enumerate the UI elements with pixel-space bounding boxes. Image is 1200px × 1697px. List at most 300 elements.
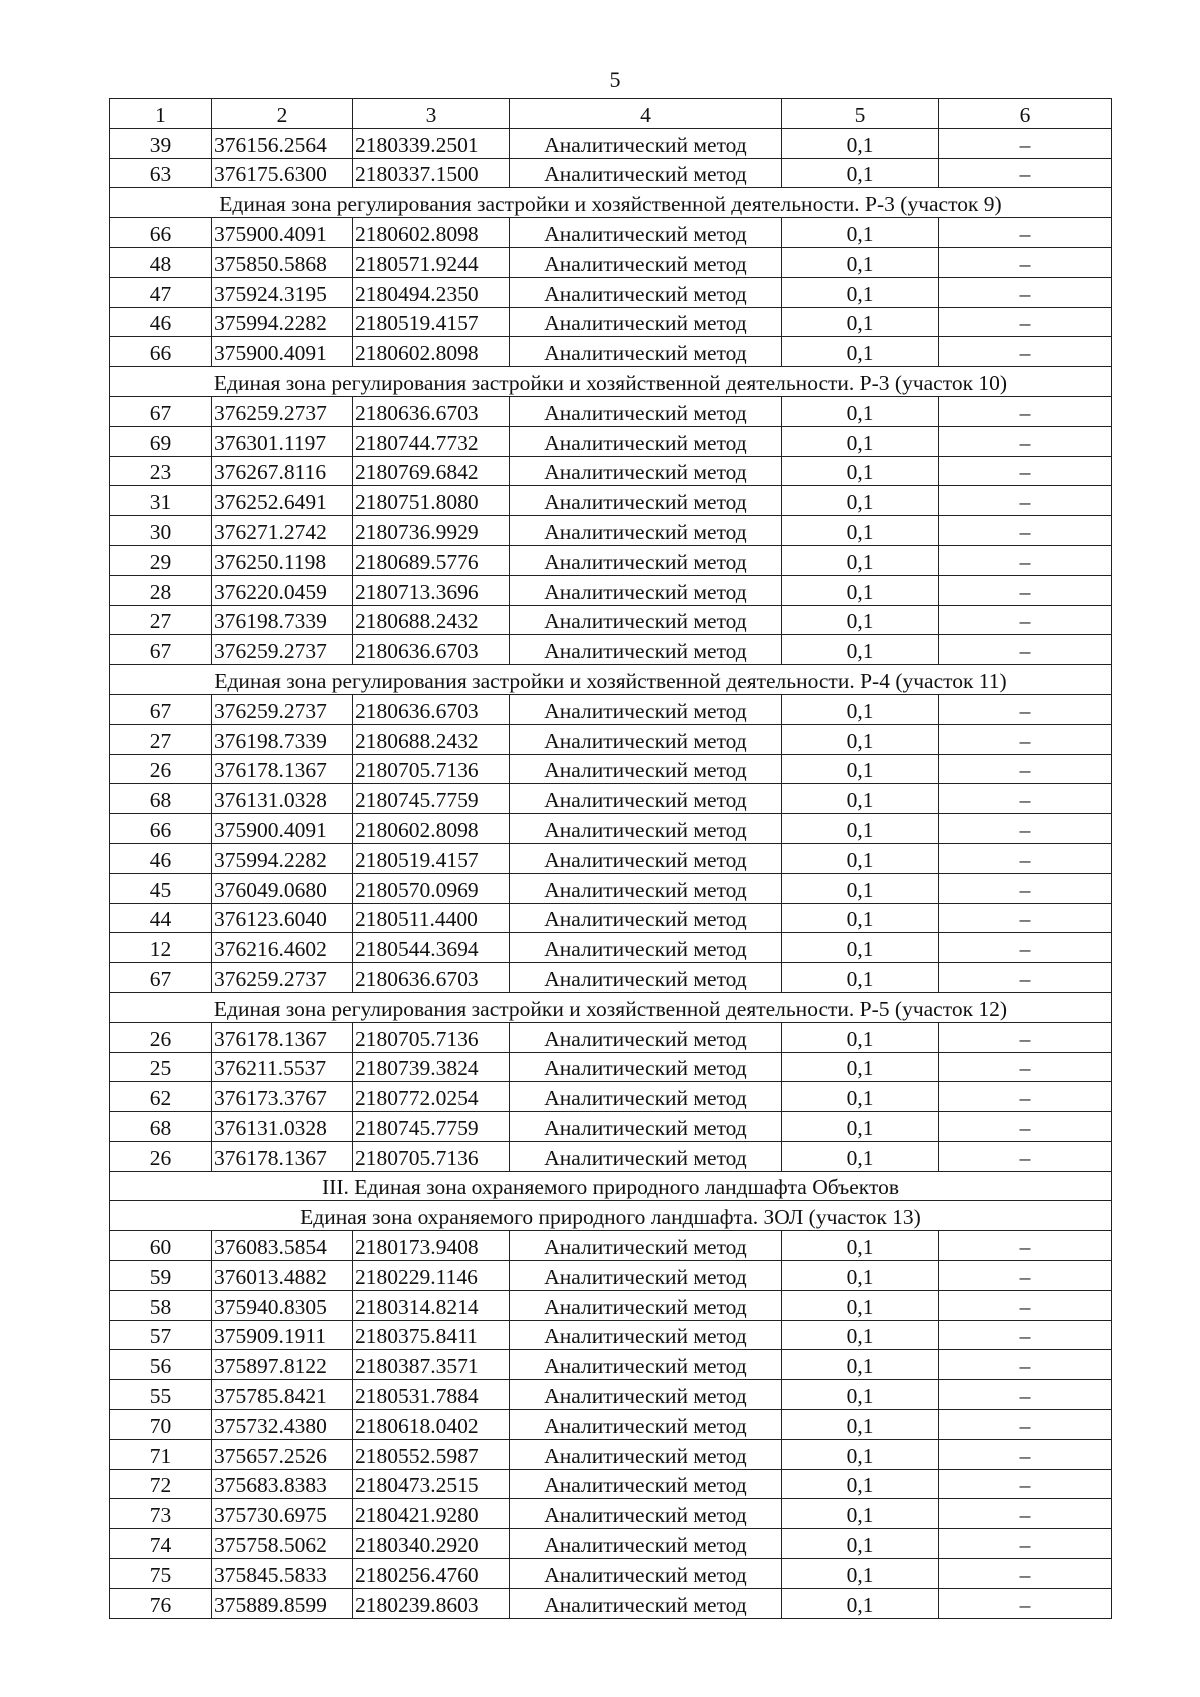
note-cell: – <box>939 277 1112 307</box>
x-coordinate-cell: 375940.8305 <box>212 1290 353 1320</box>
x-coordinate-cell: 375850.5868 <box>212 247 353 277</box>
y-coordinate-cell: 2180256.4760 <box>353 1559 510 1589</box>
accuracy-cell: 0,1 <box>782 754 939 784</box>
x-coordinate-cell: 376175.6300 <box>212 158 353 188</box>
note-cell: – <box>939 1320 1112 1350</box>
accuracy-cell: 0,1 <box>782 396 939 426</box>
y-coordinate-cell: 2180636.6703 <box>353 963 510 993</box>
x-coordinate-cell: 376178.1367 <box>212 1141 353 1171</box>
method-cell: Аналитический метод <box>510 516 782 546</box>
method-cell: Аналитический метод <box>510 1290 782 1320</box>
note-cell: – <box>939 1439 1112 1469</box>
accuracy-cell: 0,1 <box>782 1529 939 1559</box>
note-cell: – <box>939 247 1112 277</box>
note-cell: – <box>939 903 1112 933</box>
point-number-cell: 12 <box>110 933 212 963</box>
table-row <box>110 903 1112 933</box>
table-row <box>110 158 1112 188</box>
y-coordinate-cell: 2180173.9408 <box>353 1231 510 1261</box>
column-header: 4 <box>510 99 782 129</box>
table-row <box>110 1588 1112 1618</box>
accuracy-cell: 0,1 <box>782 128 939 158</box>
method-cell: Аналитический метод <box>510 784 782 814</box>
x-coordinate-cell: 376049.0680 <box>212 873 353 903</box>
point-number-cell: 46 <box>110 307 212 337</box>
note-cell: – <box>939 873 1112 903</box>
method-cell: Аналитический метод <box>510 903 782 933</box>
method-cell: Аналитический метод <box>510 873 782 903</box>
note-cell: – <box>939 545 1112 575</box>
section-header-row <box>110 188 1112 218</box>
table-row <box>110 128 1112 158</box>
method-cell: Аналитический метод <box>510 1529 782 1559</box>
point-number-cell: 44 <box>110 903 212 933</box>
x-coordinate-cell: 376301.1197 <box>212 426 353 456</box>
column-header: 5 <box>782 99 939 129</box>
section-title: III. Единая зона охраняемого природного ландшафта Объектов <box>110 1171 1112 1201</box>
y-coordinate-cell: 2180636.6703 <box>353 635 510 665</box>
accuracy-cell: 0,1 <box>782 1231 939 1261</box>
note-cell: – <box>939 1350 1112 1380</box>
y-coordinate-cell: 2180739.3824 <box>353 1052 510 1082</box>
point-number-cell: 68 <box>110 1112 212 1142</box>
table-row <box>110 933 1112 963</box>
x-coordinate-cell: 375732.4380 <box>212 1410 353 1440</box>
point-number-cell: 45 <box>110 873 212 903</box>
section-header-row <box>110 1201 1112 1231</box>
x-coordinate-cell: 376250.1198 <box>212 545 353 575</box>
method-cell: Аналитический метод <box>510 694 782 724</box>
y-coordinate-cell: 2180544.3694 <box>353 933 510 963</box>
point-number-cell: 72 <box>110 1469 212 1499</box>
note-cell: – <box>939 1052 1112 1082</box>
table-row <box>110 1231 1112 1261</box>
accuracy-cell: 0,1 <box>782 635 939 665</box>
table-row <box>110 1410 1112 1440</box>
accuracy-cell: 0,1 <box>782 1320 939 1350</box>
x-coordinate-cell: 375900.4091 <box>212 337 353 367</box>
method-cell: Аналитический метод <box>510 456 782 486</box>
note-cell: – <box>939 754 1112 784</box>
point-number-cell: 73 <box>110 1499 212 1529</box>
note-cell: – <box>939 516 1112 546</box>
accuracy-cell: 0,1 <box>782 694 939 724</box>
y-coordinate-cell: 2180339.2501 <box>353 128 510 158</box>
column-header: 2 <box>212 99 353 129</box>
accuracy-cell: 0,1 <box>782 1112 939 1142</box>
y-coordinate-cell: 2180636.6703 <box>353 694 510 724</box>
x-coordinate-cell: 375900.4091 <box>212 218 353 248</box>
method-cell: Аналитический метод <box>510 575 782 605</box>
y-coordinate-cell: 2180602.8098 <box>353 218 510 248</box>
x-coordinate-cell: 375994.2282 <box>212 307 353 337</box>
accuracy-cell: 0,1 <box>782 1350 939 1380</box>
y-coordinate-cell: 2180473.2515 <box>353 1469 510 1499</box>
table-row <box>110 426 1112 456</box>
method-cell: Аналитический метод <box>510 277 782 307</box>
point-number-cell: 58 <box>110 1290 212 1320</box>
y-coordinate-cell: 2180239.8603 <box>353 1588 510 1618</box>
note-cell: – <box>939 396 1112 426</box>
accuracy-cell: 0,1 <box>782 1022 939 1052</box>
coordinates-table-body <box>110 99 1112 1619</box>
x-coordinate-cell: 376131.0328 <box>212 784 353 814</box>
x-coordinate-cell: 376259.2737 <box>212 694 353 724</box>
x-coordinate-cell: 375924.3195 <box>212 277 353 307</box>
x-coordinate-cell: 375900.4091 <box>212 814 353 844</box>
point-number-cell: 71 <box>110 1439 212 1469</box>
point-number-cell: 55 <box>110 1380 212 1410</box>
table-row <box>110 1261 1112 1291</box>
y-coordinate-cell: 2180602.8098 <box>353 337 510 367</box>
accuracy-cell: 0,1 <box>782 1588 939 1618</box>
point-number-cell: 66 <box>110 218 212 248</box>
point-number-cell: 26 <box>110 1022 212 1052</box>
section-header-row <box>110 992 1112 1022</box>
table-row <box>110 1290 1112 1320</box>
table-row <box>110 1320 1112 1350</box>
column-header: 3 <box>353 99 510 129</box>
method-cell: Аналитический метод <box>510 247 782 277</box>
point-number-cell: 69 <box>110 426 212 456</box>
table-row <box>110 218 1112 248</box>
table-row <box>110 545 1112 575</box>
table-row <box>110 754 1112 784</box>
note-cell: – <box>939 337 1112 367</box>
x-coordinate-cell: 375994.2282 <box>212 843 353 873</box>
table-row <box>110 1469 1112 1499</box>
accuracy-cell: 0,1 <box>782 1380 939 1410</box>
accuracy-cell: 0,1 <box>782 307 939 337</box>
y-coordinate-cell: 2180571.9244 <box>353 247 510 277</box>
table-row <box>110 247 1112 277</box>
note-cell: – <box>939 307 1112 337</box>
method-cell: Аналитический метод <box>510 307 782 337</box>
section-header-row <box>110 367 1112 397</box>
table-row <box>110 516 1112 546</box>
point-number-cell: 29 <box>110 545 212 575</box>
column-header: 1 <box>110 99 212 129</box>
accuracy-cell: 0,1 <box>782 933 939 963</box>
y-coordinate-cell: 2180570.0969 <box>353 873 510 903</box>
accuracy-cell: 0,1 <box>782 784 939 814</box>
point-number-cell: 46 <box>110 843 212 873</box>
y-coordinate-cell: 2180745.7759 <box>353 1112 510 1142</box>
point-number-cell: 56 <box>110 1350 212 1380</box>
point-number-cell: 67 <box>110 396 212 426</box>
x-coordinate-cell: 375897.8122 <box>212 1350 353 1380</box>
table-row <box>110 1022 1112 1052</box>
method-cell: Аналитический метод <box>510 1439 782 1469</box>
x-coordinate-cell: 376252.6491 <box>212 486 353 516</box>
point-number-cell: 63 <box>110 158 212 188</box>
y-coordinate-cell: 2180688.2432 <box>353 605 510 635</box>
accuracy-cell: 0,1 <box>782 1439 939 1469</box>
point-number-cell: 68 <box>110 784 212 814</box>
point-number-cell: 47 <box>110 277 212 307</box>
point-number-cell: 28 <box>110 575 212 605</box>
accuracy-cell: 0,1 <box>782 903 939 933</box>
accuracy-cell: 0,1 <box>782 158 939 188</box>
table-row <box>110 486 1112 516</box>
note-cell: – <box>939 1380 1112 1410</box>
x-coordinate-cell: 376220.0459 <box>212 575 353 605</box>
x-coordinate-cell: 376013.4882 <box>212 1261 353 1291</box>
accuracy-cell: 0,1 <box>782 456 939 486</box>
method-cell: Аналитический метод <box>510 1469 782 1499</box>
y-coordinate-cell: 2180421.9280 <box>353 1499 510 1529</box>
table-row <box>110 456 1112 486</box>
x-coordinate-cell: 376178.1367 <box>212 754 353 784</box>
point-number-cell: 48 <box>110 247 212 277</box>
x-coordinate-cell: 375845.5833 <box>212 1559 353 1589</box>
page-number: 5 <box>609 67 621 92</box>
note-cell: – <box>939 486 1112 516</box>
method-cell: Аналитический метод <box>510 1588 782 1618</box>
y-coordinate-cell: 2180519.4157 <box>353 843 510 873</box>
section-title: Единая зона регулирования застройки и хозяйственной деятельности. Р-3 (участок 9) <box>110 188 1112 218</box>
method-cell: Аналитический метод <box>510 963 782 993</box>
note-cell: – <box>939 426 1112 456</box>
point-number-cell: 67 <box>110 694 212 724</box>
note-cell: – <box>939 933 1112 963</box>
note-cell: – <box>939 724 1112 754</box>
table-row <box>110 843 1112 873</box>
y-coordinate-cell: 2180751.8080 <box>353 486 510 516</box>
x-coordinate-cell: 376267.8116 <box>212 456 353 486</box>
table-row <box>110 1112 1112 1142</box>
point-number-cell: 27 <box>110 605 212 635</box>
note-cell: – <box>939 1529 1112 1559</box>
table-row <box>110 337 1112 367</box>
method-cell: Аналитический метод <box>510 724 782 754</box>
point-number-cell: 26 <box>110 1141 212 1171</box>
accuracy-cell: 0,1 <box>782 1082 939 1112</box>
table-row <box>110 1559 1112 1589</box>
table-row <box>110 605 1112 635</box>
y-coordinate-cell: 2180744.7732 <box>353 426 510 456</box>
note-cell: – <box>939 1082 1112 1112</box>
accuracy-cell: 0,1 <box>782 843 939 873</box>
x-coordinate-cell: 376198.7339 <box>212 605 353 635</box>
y-coordinate-cell: 2180705.7136 <box>353 1022 510 1052</box>
table-row <box>110 724 1112 754</box>
note-cell: – <box>939 1410 1112 1440</box>
x-coordinate-cell: 375909.1911 <box>212 1320 353 1350</box>
y-coordinate-cell: 2180769.6842 <box>353 456 510 486</box>
method-cell: Аналитический метод <box>510 486 782 516</box>
x-coordinate-cell: 376178.1367 <box>212 1022 353 1052</box>
accuracy-cell: 0,1 <box>782 247 939 277</box>
y-coordinate-cell: 2180494.2350 <box>353 277 510 307</box>
method-cell: Аналитический метод <box>510 396 782 426</box>
accuracy-cell: 0,1 <box>782 218 939 248</box>
table-row <box>110 1439 1112 1469</box>
point-number-cell: 26 <box>110 754 212 784</box>
note-cell: – <box>939 1231 1112 1261</box>
method-cell: Аналитический метод <box>510 1082 782 1112</box>
accuracy-cell: 0,1 <box>782 545 939 575</box>
accuracy-cell: 0,1 <box>782 814 939 844</box>
x-coordinate-cell: 376211.5537 <box>212 1052 353 1082</box>
y-coordinate-cell: 2180519.4157 <box>353 307 510 337</box>
method-cell: Аналитический метод <box>510 1052 782 1082</box>
table-row <box>110 873 1112 903</box>
point-number-cell: 66 <box>110 337 212 367</box>
note-cell: – <box>939 1499 1112 1529</box>
y-coordinate-cell: 2180705.7136 <box>353 1141 510 1171</box>
method-cell: Аналитический метод <box>510 1112 782 1142</box>
table-row <box>110 1082 1112 1112</box>
y-coordinate-cell: 2180375.8411 <box>353 1320 510 1350</box>
table-row <box>110 307 1112 337</box>
table-row <box>110 1141 1112 1171</box>
accuracy-cell: 0,1 <box>782 1261 939 1291</box>
point-number-cell: 31 <box>110 486 212 516</box>
section-title: Единая зона регулирования застройки и хозяйственной деятельности. Р-3 (участок 10) <box>110 367 1112 397</box>
table-row <box>110 1380 1112 1410</box>
note-cell: – <box>939 843 1112 873</box>
accuracy-cell: 0,1 <box>782 1559 939 1589</box>
point-number-cell: 67 <box>110 963 212 993</box>
accuracy-cell: 0,1 <box>782 1499 939 1529</box>
note-cell: – <box>939 575 1112 605</box>
x-coordinate-cell: 376131.0328 <box>212 1112 353 1142</box>
column-header: 6 <box>939 99 1112 129</box>
point-number-cell: 75 <box>110 1559 212 1589</box>
point-number-cell: 70 <box>110 1410 212 1440</box>
accuracy-cell: 0,1 <box>782 963 939 993</box>
accuracy-cell: 0,1 <box>782 486 939 516</box>
x-coordinate-cell: 376259.2737 <box>212 635 353 665</box>
note-cell: – <box>939 1469 1112 1499</box>
method-cell: Аналитический метод <box>510 545 782 575</box>
y-coordinate-cell: 2180713.3696 <box>353 575 510 605</box>
note-cell: – <box>939 635 1112 665</box>
section-title: Единая зона регулирования застройки и хозяйственной деятельности. Р-5 (участок 12) <box>110 992 1112 1022</box>
x-coordinate-cell: 375683.8383 <box>212 1469 353 1499</box>
point-number-cell: 27 <box>110 724 212 754</box>
accuracy-cell: 0,1 <box>782 516 939 546</box>
note-cell: – <box>939 1559 1112 1589</box>
accuracy-cell: 0,1 <box>782 426 939 456</box>
method-cell: Аналитический метод <box>510 128 782 158</box>
note-cell: – <box>939 128 1112 158</box>
point-number-cell: 39 <box>110 128 212 158</box>
y-coordinate-cell: 2180337.1500 <box>353 158 510 188</box>
method-cell: Аналитический метод <box>510 1559 782 1589</box>
y-coordinate-cell: 2180531.7884 <box>353 1380 510 1410</box>
note-cell: – <box>939 605 1112 635</box>
method-cell: Аналитический метод <box>510 843 782 873</box>
table-row <box>110 814 1112 844</box>
x-coordinate-cell: 375730.6975 <box>212 1499 353 1529</box>
method-cell: Аналитический метод <box>510 635 782 665</box>
method-cell: Аналитический метод <box>510 933 782 963</box>
section-header-row <box>110 665 1112 695</box>
point-number-cell: 60 <box>110 1231 212 1261</box>
note-cell: – <box>939 1261 1112 1291</box>
accuracy-cell: 0,1 <box>782 1469 939 1499</box>
point-number-cell: 25 <box>110 1052 212 1082</box>
table-row <box>110 784 1112 814</box>
note-cell: – <box>939 694 1112 724</box>
table-row <box>110 575 1112 605</box>
method-cell: Аналитический метод <box>510 158 782 188</box>
x-coordinate-cell: 375889.8599 <box>212 1588 353 1618</box>
method-cell: Аналитический метод <box>510 1022 782 1052</box>
point-number-cell: 57 <box>110 1320 212 1350</box>
column-header-row <box>110 99 1112 129</box>
method-cell: Аналитический метод <box>510 1141 782 1171</box>
y-coordinate-cell: 2180340.2920 <box>353 1529 510 1559</box>
accuracy-cell: 0,1 <box>782 605 939 635</box>
note-cell: – <box>939 963 1112 993</box>
accuracy-cell: 0,1 <box>782 337 939 367</box>
table-row <box>110 963 1112 993</box>
y-coordinate-cell: 2180745.7759 <box>353 784 510 814</box>
method-cell: Аналитический метод <box>510 426 782 456</box>
section-header-row <box>110 1171 1112 1201</box>
section-title: Единая зона охраняемого природного ландшафта. ЗОЛ (участок 13) <box>110 1201 1112 1231</box>
note-cell: – <box>939 1112 1112 1142</box>
point-number-cell: 62 <box>110 1082 212 1112</box>
y-coordinate-cell: 2180602.8098 <box>353 814 510 844</box>
x-coordinate-cell: 376083.5854 <box>212 1231 353 1261</box>
accuracy-cell: 0,1 <box>782 1141 939 1171</box>
method-cell: Аналитический метод <box>510 1410 782 1440</box>
point-number-cell: 59 <box>110 1261 212 1291</box>
table-row <box>110 277 1112 307</box>
note-cell: – <box>939 1290 1112 1320</box>
y-coordinate-cell: 2180229.1146 <box>353 1261 510 1291</box>
y-coordinate-cell: 2180736.9929 <box>353 516 510 546</box>
method-cell: Аналитический метод <box>510 1320 782 1350</box>
note-cell: – <box>939 1022 1112 1052</box>
note-cell: – <box>939 814 1112 844</box>
method-cell: Аналитический метод <box>510 337 782 367</box>
coordinates-table <box>109 98 1112 1619</box>
y-coordinate-cell: 2180688.2432 <box>353 724 510 754</box>
x-coordinate-cell: 376271.2742 <box>212 516 353 546</box>
table-row <box>110 1499 1112 1529</box>
accuracy-cell: 0,1 <box>782 277 939 307</box>
method-cell: Аналитический метод <box>510 1350 782 1380</box>
table-row <box>110 694 1112 724</box>
method-cell: Аналитический метод <box>510 814 782 844</box>
method-cell: Аналитический метод <box>510 1380 782 1410</box>
x-coordinate-cell: 375758.5062 <box>212 1529 353 1559</box>
method-cell: Аналитический метод <box>510 1231 782 1261</box>
y-coordinate-cell: 2180636.6703 <box>353 396 510 426</box>
point-number-cell: 67 <box>110 635 212 665</box>
y-coordinate-cell: 2180387.3571 <box>353 1350 510 1380</box>
y-coordinate-cell: 2180511.4400 <box>353 903 510 933</box>
x-coordinate-cell: 376259.2737 <box>212 963 353 993</box>
table-row <box>110 1350 1112 1380</box>
section-title: Единая зона регулирования застройки и хозяйственной деятельности. Р-4 (участок 11) <box>110 665 1112 695</box>
accuracy-cell: 0,1 <box>782 724 939 754</box>
method-cell: Аналитический метод <box>510 1261 782 1291</box>
accuracy-cell: 0,1 <box>782 575 939 605</box>
point-number-cell: 23 <box>110 456 212 486</box>
method-cell: Аналитический метод <box>510 754 782 784</box>
point-number-cell: 76 <box>110 1588 212 1618</box>
x-coordinate-cell: 375657.2526 <box>212 1439 353 1469</box>
x-coordinate-cell: 376156.2564 <box>212 128 353 158</box>
y-coordinate-cell: 2180552.5987 <box>353 1439 510 1469</box>
y-coordinate-cell: 2180705.7136 <box>353 754 510 784</box>
